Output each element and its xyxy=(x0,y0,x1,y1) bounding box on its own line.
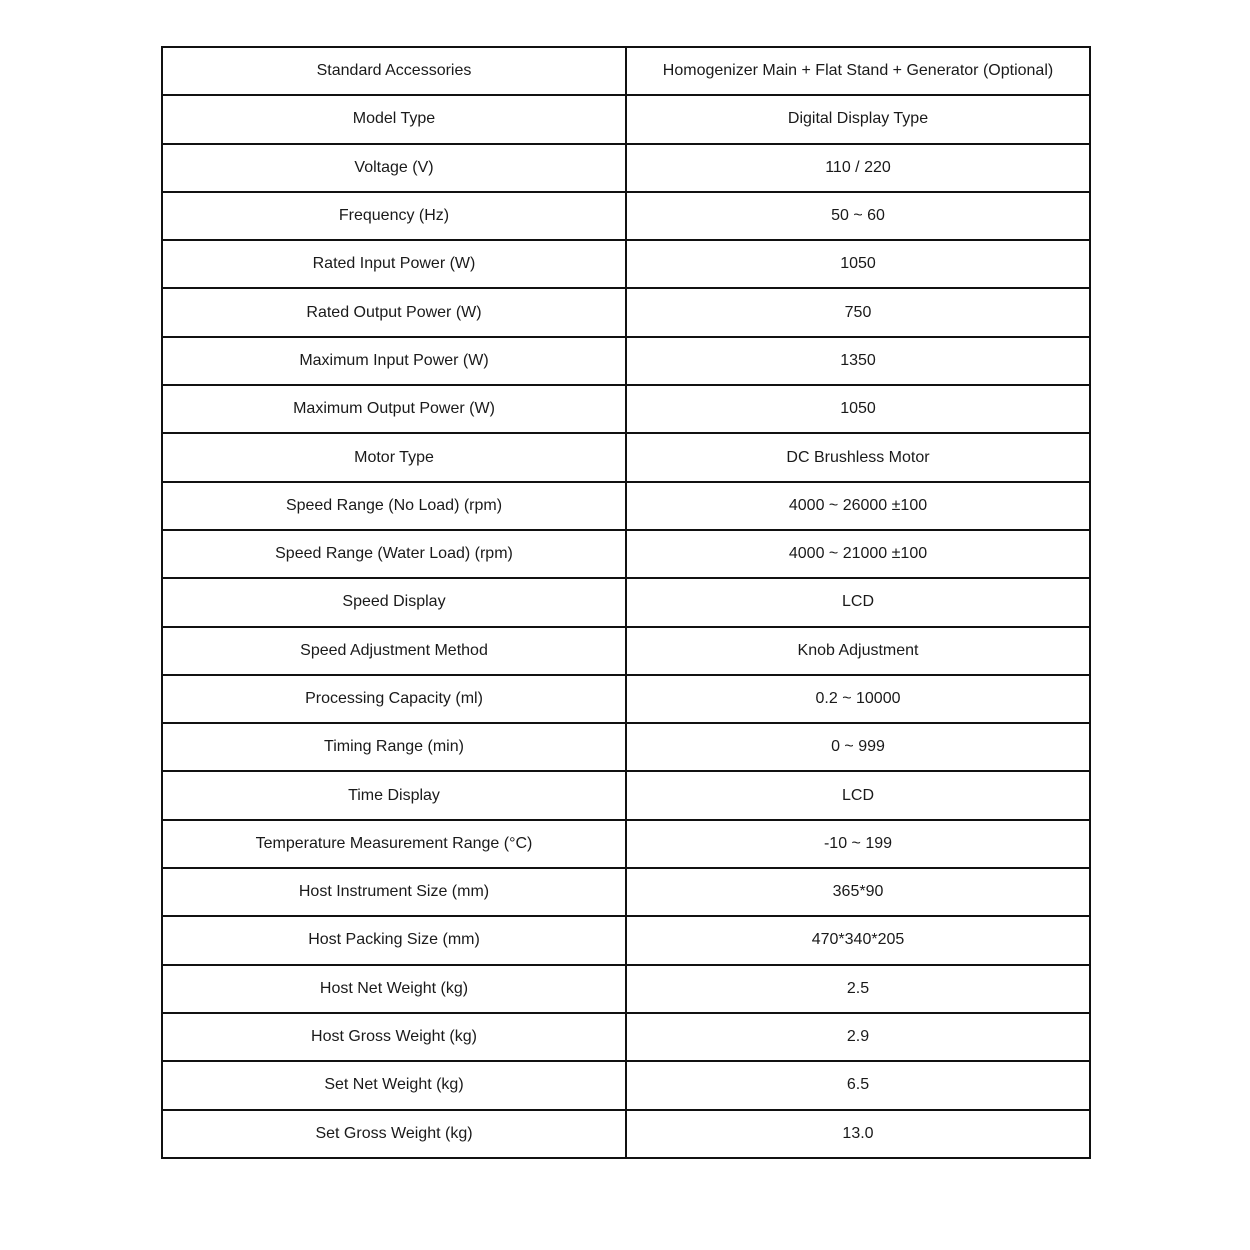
spec-value-cell: 750 xyxy=(626,288,1090,336)
spec-value-cell: 2.5 xyxy=(626,965,1090,1013)
table-row xyxy=(162,820,1090,868)
spec-value-cell: Homogenizer Main + Flat Stand + Generator (Optional) xyxy=(626,47,1090,95)
spec-value-cell: 0 ~ 999 xyxy=(626,723,1090,771)
spec-value-cell: DC Brushless Motor xyxy=(626,433,1090,481)
table-row xyxy=(162,192,1090,240)
table-row xyxy=(162,578,1090,626)
spec-value-cell: Knob Adjustment xyxy=(626,627,1090,675)
table-row xyxy=(162,675,1090,723)
spec-label-cell: Processing Capacity (ml) xyxy=(162,675,626,723)
table-row xyxy=(162,47,1090,95)
table-row xyxy=(162,288,1090,336)
spec-value-cell: 1050 xyxy=(626,385,1090,433)
spec-value-cell: LCD xyxy=(626,578,1090,626)
spec-value-cell: Digital Display Type xyxy=(626,95,1090,143)
spec-value-cell: 50 ~ 60 xyxy=(626,192,1090,240)
spec-label-cell: Speed Adjustment Method xyxy=(162,627,626,675)
spec-label-cell: Time Display xyxy=(162,771,626,819)
spec-value-cell: 2.9 xyxy=(626,1013,1090,1061)
spec-table-body xyxy=(162,47,1090,1158)
table-row xyxy=(162,433,1090,481)
spec-label-cell: Host Packing Size (mm) xyxy=(162,916,626,964)
spec-value-cell: 0.2 ~ 10000 xyxy=(626,675,1090,723)
spec-value-cell: 4000 ~ 21000 ±100 xyxy=(626,530,1090,578)
table-row xyxy=(162,916,1090,964)
spec-value-cell: LCD xyxy=(626,771,1090,819)
table-row xyxy=(162,771,1090,819)
spec-label-cell: Rated Input Power (W) xyxy=(162,240,626,288)
spec-label-cell: Maximum Output Power (W) xyxy=(162,385,626,433)
table-row xyxy=(162,482,1090,530)
spec-label-cell: Host Gross Weight (kg) xyxy=(162,1013,626,1061)
table-row xyxy=(162,385,1090,433)
table-row xyxy=(162,530,1090,578)
table-row xyxy=(162,627,1090,675)
spec-label-cell: Host Instrument Size (mm) xyxy=(162,868,626,916)
spec-value-cell: -10 ~ 199 xyxy=(626,820,1090,868)
table-row xyxy=(162,1110,1090,1158)
spec-label-cell: Timing Range (min) xyxy=(162,723,626,771)
spec-value-cell: 1050 xyxy=(626,240,1090,288)
spec-label-cell: Speed Display xyxy=(162,578,626,626)
spec-value-cell: 470*340*205 xyxy=(626,916,1090,964)
table-row xyxy=(162,337,1090,385)
spec-label-cell: Model Type xyxy=(162,95,626,143)
spec-value-cell: 1350 xyxy=(626,337,1090,385)
spec-label-cell: Speed Range (Water Load) (rpm) xyxy=(162,530,626,578)
spec-label-cell: Set Net Weight (kg) xyxy=(162,1061,626,1109)
spec-label-cell: Voltage (V) xyxy=(162,144,626,192)
spec-value-cell: 110 / 220 xyxy=(626,144,1090,192)
spec-label-cell: Motor Type xyxy=(162,433,626,481)
table-row xyxy=(162,144,1090,192)
table-row xyxy=(162,868,1090,916)
spec-label-cell: Host Net Weight (kg) xyxy=(162,965,626,1013)
spec-value-cell: 4000 ~ 26000 ±100 xyxy=(626,482,1090,530)
table-row xyxy=(162,1013,1090,1061)
table-row xyxy=(162,95,1090,143)
spec-label-cell: Speed Range (No Load) (rpm) xyxy=(162,482,626,530)
spec-label-cell: Temperature Measurement Range (°C) xyxy=(162,820,626,868)
spec-label-cell: Set Gross Weight (kg) xyxy=(162,1110,626,1158)
spec-value-cell: 13.0 xyxy=(626,1110,1090,1158)
spec-table xyxy=(161,46,1091,1159)
spec-label-cell: Frequency (Hz) xyxy=(162,192,626,240)
spec-label-cell: Rated Output Power (W) xyxy=(162,288,626,336)
table-row xyxy=(162,723,1090,771)
spec-value-cell: 365*90 xyxy=(626,868,1090,916)
spec-value-cell: 6.5 xyxy=(626,1061,1090,1109)
table-row xyxy=(162,240,1090,288)
spec-label-cell: Maximum Input Power (W) xyxy=(162,337,626,385)
table-row xyxy=(162,1061,1090,1109)
table-row xyxy=(162,965,1090,1013)
spec-label-cell: Standard Accessories xyxy=(162,47,626,95)
